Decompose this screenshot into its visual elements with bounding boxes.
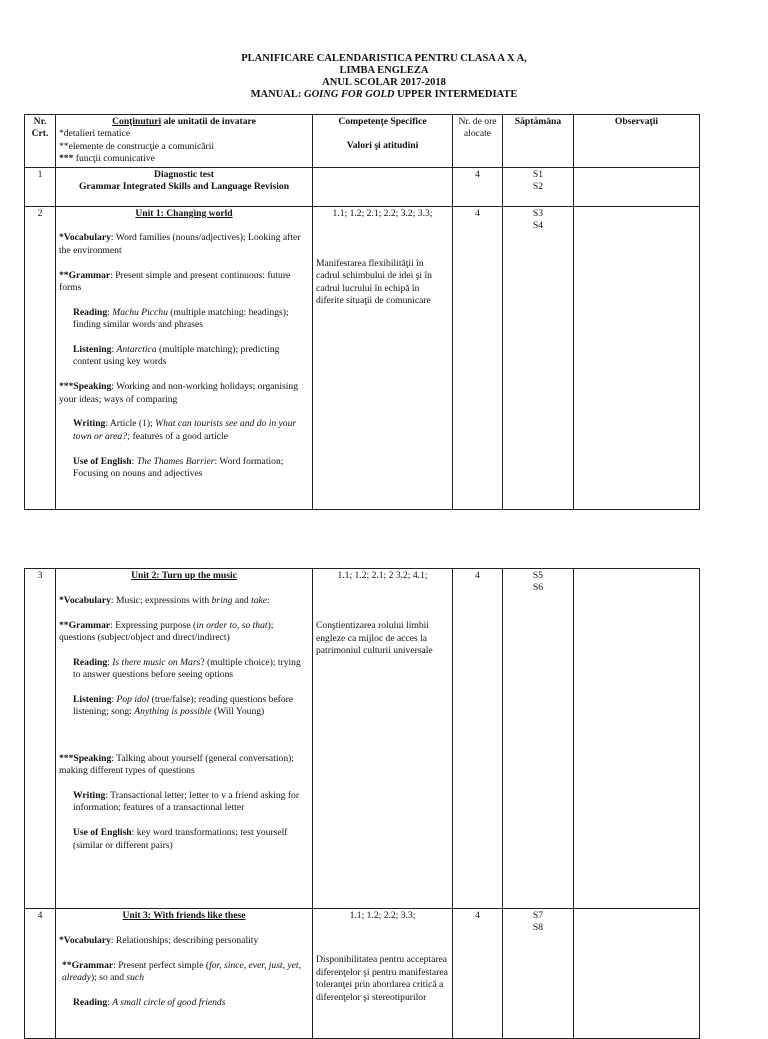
row-ore: 4: [453, 909, 503, 1039]
continuturi-sub3: funcţii comunicative: [73, 153, 155, 165]
use-of-english-label: Use of English: [73, 455, 132, 467]
reading-item: Reading: A small circle of good friends: [73, 996, 226, 1008]
speaking-item: [59, 753, 309, 778]
header-competente: [313, 115, 453, 168]
row-weeks: S1 S2: [503, 167, 574, 206]
reading-title: Machu Picchu: [112, 306, 168, 318]
writing-title: What can tourists see and do in your town or area?;: [73, 418, 297, 442]
grammar-label: **Grammar: [62, 959, 114, 971]
listening-title: Antarctica: [116, 344, 157, 356]
use-of-english-title: The Thames Barrier: [136, 455, 215, 467]
document-title-line1: PLANIFICARE CALENDARISTICA PENTRU CLASA A X A,: [241, 53, 527, 64]
vocabulary-item: [59, 935, 309, 947]
vocabulary-text-end: :: [267, 594, 270, 606]
reading-label: Reading: [73, 306, 108, 318]
manual-suffix: UPPER INTERMEDIATE: [397, 89, 518, 100]
table-row: [25, 206, 700, 509]
reading-label: Reading: [73, 996, 108, 1008]
table-row: [25, 569, 700, 909]
row-nr: 4: [25, 909, 56, 1039]
grammar-item: [59, 270, 309, 295]
use-of-english-item: [59, 827, 309, 852]
row-weeks: S5 S6: [503, 569, 574, 909]
row-observatii: [574, 206, 700, 509]
row-competente: [313, 909, 453, 1039]
grammar-label: **Grammar: [59, 619, 111, 631]
document-title-manual: [0, 89, 768, 101]
competente-codes: 1.1; 1.2; 2.1; 2.2; 3.2; 3.3;: [332, 207, 433, 219]
row-weeks: S3 S4: [503, 206, 574, 509]
reading-text: (multiple matching: headings); finding similar words and phrases: [73, 306, 289, 331]
continuturi-sub3-marker: ***: [59, 153, 74, 165]
header-observatii: Observaţii: [574, 115, 700, 168]
grammar-label: **Grammar: [59, 269, 111, 281]
vocabulary-term2: take: [251, 594, 268, 606]
grammar-item: [59, 620, 309, 645]
row-ore: 4: [453, 569, 503, 909]
vocabulary-label: *Vocabulary: [59, 232, 111, 244]
grammar-text: : Present perfect simple (: [113, 959, 210, 971]
writing-text: : Transactional letter; letter to v a friend asking for information; features of a transactional letter: [73, 790, 300, 814]
header-nr-crt: Nr. Crt.: [25, 115, 56, 168]
table-header-row: [25, 115, 700, 168]
listening-text: (multiple matching); predicting content using key words: [73, 344, 280, 368]
planning-table-part2: [24, 568, 700, 1039]
reading-label: Reading: [73, 656, 108, 668]
song-title: Anything is possible: [134, 706, 212, 718]
row-ore: 4: [453, 206, 503, 509]
grammar-text: : Present simple and present continuous: future forms: [59, 269, 291, 294]
writing-label: Writing: [73, 418, 106, 430]
valori-label: Valori şi atitudini: [346, 140, 419, 152]
competente-codes: 1.1; 1.2; 2.2; 3.3;: [349, 910, 416, 921]
competente-codes: 1.1; 1.2; 2.1; 2 3.2; 4.1;: [337, 570, 428, 581]
vocabulary-label: *Vocabulary: [59, 594, 111, 606]
document-title-school-year: ANUL SCOLAR 2017-2018: [322, 77, 446, 88]
use-of-english-text: : key word transformations; test yourself (similar or different pairs): [73, 827, 288, 851]
reading-title: A small circle of good friends: [112, 996, 226, 1008]
grammar-text: : Expressing purpose (: [110, 619, 197, 631]
document-title-subject: LIMBA ENGLEZA: [339, 65, 429, 76]
continuturi-title: Conţinuturi: [112, 116, 162, 127]
continuturi-sub1: *detalieri tematice: [59, 128, 131, 140]
row-nr: 2: [25, 206, 56, 509]
diagnostic-subtitle: Grammar Integrated Skills and Language Revision: [78, 181, 290, 193]
row-content: [56, 206, 313, 509]
manual-prefix: MANUAL:: [250, 89, 302, 100]
row-competente: [313, 167, 453, 206]
speaking-text: : Talking about yourself (general conversation); making different types of questions: [59, 752, 294, 777]
vocabulary-item: [59, 595, 309, 607]
row-content: [56, 167, 313, 206]
grammar-term-such: such: [126, 972, 144, 983]
valori-text: Manifestarea flexibilităţii în cadrul schimbului de idei şi în cadrul lucrului în echipă în diferite situaţii de comunicare: [316, 258, 432, 307]
vocabulary-label: *Vocabulary: [59, 934, 111, 946]
valori-text: Disponibilitatea pentru acceptarea diferenţelor şi pentru manifestarea toleranţei prin abordarea critică a diferenţelor şi stereotipurilor: [316, 954, 448, 1003]
listening-item: Listening: Antarctica (multiple matching); predicting content using key words: [73, 344, 280, 368]
row-competente: [313, 569, 453, 909]
row-ore: 4: [453, 167, 503, 206]
competente-label: Competenţe Specifice: [338, 116, 427, 127]
vocabulary-text-mid: and: [232, 594, 252, 606]
reading-title: Is there music on Mars: [112, 656, 201, 668]
row-observatii: [574, 167, 700, 206]
vocabulary-text: : Word families (nouns/adjectives); Looking after the environment: [59, 232, 301, 256]
speaking-label: ***Speaking: [59, 381, 112, 393]
use-of-english-text: : Word formation; Focusing on nouns and adjectives: [73, 455, 284, 480]
row-competente: [313, 206, 453, 509]
unit-title: Unit 1: Changing world: [135, 207, 233, 219]
grammar-text-end: ); questions (subject/object and direct/indirect): [59, 619, 274, 643]
continuturi-sub2: **elemente de construcţie a comunicării: [59, 140, 215, 152]
speaking-item: [59, 381, 309, 406]
table-row: [25, 909, 700, 1039]
writing-item: [59, 790, 309, 815]
planning-table-part1: [24, 114, 700, 510]
listening-text: (true/false); reading questions before listening; song:: [73, 694, 294, 718]
reading-item: Reading: Is there music on Mars? (multiple choice); trying to answer questions before seeing options: [73, 656, 301, 681]
reading-item: Reading: Machu Picchu (multiple matching: headings); finding similar words and phrases: [73, 306, 289, 331]
grammar-terms: in order to, so that: [196, 619, 268, 631]
header-continuturi: [56, 115, 313, 168]
row-content: [56, 569, 313, 909]
row-observatii: [574, 569, 700, 909]
writing-label: Writing: [73, 790, 106, 802]
speaking-text: : Working and non-working holidays; organising your ideas; ways of comparing: [59, 381, 299, 405]
reading-text: ? (multiple choice); trying to answer questions before seeing options: [73, 656, 301, 681]
use-of-english-item: Use of English: The Thames Barrier: Word formation; Focusing on nouns and adjectives: [73, 455, 284, 480]
use-of-english-label: Use of English: [73, 827, 132, 839]
unit-title: Unit 2: Turn up the music: [131, 570, 237, 581]
grammar-text-mid: ); so and: [90, 972, 127, 983]
listening-item: Listening: Pop idol (true/false); reading questions before listening; song: Anything is possible (Will Young): [73, 694, 294, 718]
valori-text: Conştientizarea rolului limbii engleze ca mijloc de acces la patrimoniul culturii universale: [316, 620, 433, 657]
listening-label: Listening: [73, 344, 112, 356]
vocabulary-text: : Relationships; describing personality: [110, 934, 259, 946]
manual-title: GOING FOR GOLD: [304, 89, 395, 100]
continuturi-title-rest: ale unitatii de invatare: [161, 116, 256, 127]
row-content: [56, 909, 313, 1039]
table-row: [25, 167, 700, 206]
writing-text: : Article (1);: [105, 418, 156, 430]
header-ore: Nr. de ore alocate: [453, 115, 503, 168]
row-weeks: S7 S8: [503, 909, 574, 1039]
row-nr: 1: [25, 167, 56, 206]
grammar-item: [59, 960, 309, 985]
diagnostic-title: Diagnostic test: [154, 168, 214, 180]
row-observatii: [574, 909, 700, 1039]
speaking-label: ***Speaking: [59, 752, 112, 764]
writing-text-end: features of a good article: [130, 430, 228, 442]
writing-item: [59, 418, 309, 443]
listening-label: Listening: [73, 694, 112, 705]
vocabulary-term1: bring: [211, 594, 233, 606]
vocabulary-item: [59, 232, 309, 257]
unit-title: Unit 3: With friends like these: [122, 910, 246, 921]
header-saptamana: Săptămâna: [503, 115, 574, 168]
grammar-terms: for, since, ever, just, yet, already: [62, 959, 301, 983]
vocabulary-text: : Music; expressions with: [110, 594, 212, 606]
song-artist: (Will Young): [211, 706, 265, 718]
row-nr: 3: [25, 569, 56, 909]
listening-title: Pop idol: [116, 694, 150, 705]
